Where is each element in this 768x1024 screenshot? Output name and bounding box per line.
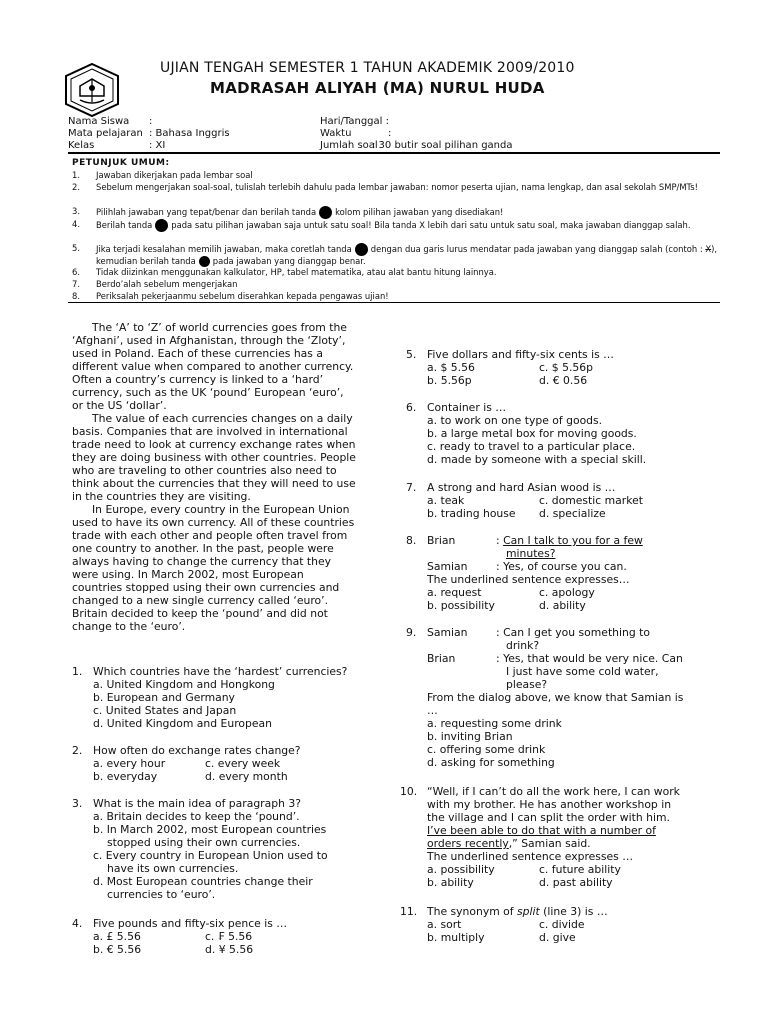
option[interactable]: d. Most European countries change their	[93, 875, 313, 888]
option[interactable]: a. request	[427, 586, 482, 599]
option[interactable]: b. European and Germany	[93, 691, 235, 704]
nama-siswa-value: :	[149, 116, 153, 127]
option[interactable]: d. ¥ 5.56	[205, 943, 254, 956]
question-2: 2. How often do exchange rates change? a. every hour c. every week b. everyday d. every month	[72, 744, 362, 786]
option[interactable]: b. € 5.56	[93, 943, 142, 956]
question-7: 7. A strong and hard Asian wood is … a. teak c. domestic market b. trading house d. specialize	[406, 481, 716, 523]
option[interactable]: c. ready to travel to a particular place.	[427, 440, 636, 453]
question-4: 4. Five pounds and fifty-six pence is … a. £ 5.56 c. ₣ 5.56 b. € 5.56 d. ¥ 5.56	[72, 917, 362, 959]
waktu-label: Waktu	[320, 128, 352, 139]
option[interactable]: c. offering some drink	[427, 743, 546, 756]
option[interactable]: c. apology	[539, 586, 595, 599]
instruction-item: 3. Pilihlah jawaban yang tepat/benar dan berilah tanda kolom pilihan jawaban yang disediakan!	[72, 206, 504, 217]
option[interactable]: a. requesting some drink	[427, 717, 562, 730]
instruction-item: 2. Sebelum mengerjakan soal-soal, tulislah terlebih dahulu pada lembar jawaban: nomor peserta ujian, nama lengkap, dan asal sekolah SMP/MTs!	[72, 182, 698, 192]
instruction-item: 5. Jika terjadi kesalahan memilih jawaban, maka coretlah tanda dengan dua garis lurus mendatar pada jawaban yang dianggap salah (contoh : X), kemudian berilah tanda pada jawaban yang dianggap benar.	[72, 243, 718, 266]
option[interactable]: d. € 0.56	[539, 374, 588, 387]
instruction-item: 6. Tidak diizinkan menggunakan kalkulator, HP, tabel matematika, atau alat bantu hitung lainnya.	[72, 267, 497, 277]
option[interactable]: c. divide	[539, 918, 585, 931]
mapel-label: Mata pelajaran	[68, 128, 143, 139]
option[interactable]: b. possibility	[427, 599, 495, 612]
strike-example: X	[705, 244, 712, 254]
question-11: 11. The synonym of split (line 3) is … a. sort c. divide b. multiply d. give	[400, 905, 720, 947]
mapel-value: : Bahasa Inggris	[149, 128, 230, 139]
option[interactable]: b. a large metal box for moving goods.	[427, 427, 637, 440]
option[interactable]: c. $ 5.56p	[539, 361, 593, 374]
option[interactable]: c. United States and Japan	[93, 704, 237, 717]
option[interactable]: c. domestic market	[539, 494, 643, 507]
school-name: MADRASAH ALIYAH (MA) NURUL HUDA	[210, 79, 545, 97]
option[interactable]: d. ability	[539, 599, 586, 612]
reading-passage	[72, 321, 356, 633]
option[interactable]: d. asking for something	[427, 756, 555, 769]
instruction-item: 4. Berilah tanda pada satu pilihan jawaban saja untuk satu soal! Bila tanda X lebih dari satu untuk satu soal, maka jawaban dianggap salah.	[72, 219, 691, 230]
question-3: 3. What is the main idea of paragraph 3? a. Britain decides to keep the ‘pound’. b. In March 2002, most European countries stopped using their own currencies. c. Every country in European Union used to have its own currencies. d. Most European countries change their currencies to ‘euro’.	[72, 797, 328, 901]
instruction-item: 8. Periksalah pekerjaanmu sebelum diserahkan kepada pengawas ujian!	[72, 291, 389, 301]
option[interactable]: c. ₣ 5.56	[205, 930, 253, 943]
divider	[68, 302, 720, 303]
nama-siswa-label: Nama Siswa	[68, 116, 130, 127]
option[interactable]: b. 5.56p	[427, 374, 472, 387]
option[interactable]: d. every month	[205, 770, 288, 783]
hari-label: Hari/Tanggal :	[320, 116, 389, 127]
instruction-item: 7. Berdo’alah sebelum mengerjakan	[72, 279, 238, 289]
option[interactable]: a. United Kingdom and Hongkong	[93, 678, 275, 691]
filled-circle-icon	[155, 219, 168, 232]
option[interactable]: b. trading house	[427, 507, 516, 520]
exam-title: UJIAN TENGAH SEMESTER 1 TAHUN AKADEMIK 2009/2010	[160, 60, 575, 76]
kelas-value: : XI	[149, 140, 166, 151]
option[interactable]: d. past ability	[539, 876, 613, 889]
paragraph-2: The value of each currencies changes on a daily basis. Companies that are involved in international trade need to look at currency exchange rates when they are doing business with other countries. People who are traveling to other countries also need to think about the currencies that they will need to use in the countries they are visiting.	[72, 412, 356, 503]
paragraph-1: The ‘A’ to ‘Z’ of world currencies goes from the ‘Afghani’, used in Afghanistan, through the ‘Zloty’, used in Poland. Each of these currencies has a different value when compared to another currency. Often a country’s currency is linked to a ‘hard’ currency, such as the UK ‘pound’ European ‘euro’, or the US ‘dollar’.	[72, 321, 354, 412]
option[interactable]: a. sort	[427, 918, 462, 931]
option[interactable]: d. specialize	[539, 507, 606, 520]
option[interactable]: a. teak	[427, 494, 465, 507]
filled-circle-icon	[319, 206, 332, 219]
question-10: 10. “Well, if I can’t do all the work here, I can work with my brother. He has another workshop in the village and I can split the order with him. I’ve been able to do that with a number of orders recently,” Samian said. The underlined sentence expresses … a. possibility c. future ability b. ability d. past ability	[400, 785, 720, 893]
jumlah-value: : 30 butir soal pilihan ganda	[372, 140, 513, 151]
option[interactable]: a. $ 5.56	[427, 361, 475, 374]
option[interactable]: b. everyday	[93, 770, 158, 783]
option[interactable]: b. inviting Brian	[427, 730, 513, 743]
option[interactable]: a. every hour	[93, 757, 166, 770]
question-8: 8. Brian : Can I talk to you for a few minutes? Samian : Yes, of course you can. The underlined sentence expresses… a. request c. apology b. possibility d. ability	[406, 534, 716, 614]
option[interactable]: a. Britain decides to keep the ‘pound’.	[93, 810, 300, 823]
option[interactable]: d. made by someone with a special skill.	[427, 453, 647, 466]
option[interactable]: b. multiply	[427, 931, 485, 944]
option[interactable]: b. ability	[427, 876, 474, 889]
option[interactable]: c. future ability	[539, 863, 621, 876]
option[interactable]: c. Every country in European Union used to	[93, 849, 328, 862]
filled-circle-icon	[355, 243, 368, 256]
divider	[68, 152, 720, 154]
option[interactable]: a. £ 5.56	[93, 930, 141, 943]
option[interactable]: a. possibility	[427, 863, 495, 876]
waktu-value: :	[388, 128, 392, 139]
option[interactable]: d. give	[539, 931, 576, 944]
option[interactable]: c. every week	[205, 757, 281, 770]
question-9: 9. Samian : Can I get you something to drink? Brian : Yes, that would be very nice. Can I just have some cold water, please? From the dialog above, we know that Samian is … a. requesting some drink b. inviting Brian c. offering some drink d. asking for something	[406, 626, 684, 769]
option[interactable]: a. to work on one type of goods.	[427, 414, 603, 427]
question-6: 6. Container is … a. to work on one type of goods. b. a large metal box for moving goods. c. ready to travel to a particular place. d. made by someone with a special skill.	[406, 401, 647, 466]
school-logo	[62, 62, 122, 118]
filled-circle-icon	[199, 256, 210, 267]
option[interactable]: b. In March 2002, most European countries	[93, 823, 327, 836]
question-5: 5. Five dollars and fifty-six cents is … a. $ 5.56 c. $ 5.56p b. 5.56p d. € 0.56	[406, 348, 716, 390]
instructions-title: PETUNJUK UMUM:	[72, 158, 170, 168]
question-1: 1. Which countries have the ‘hardest’ currencies? a. United Kingdom and Hongkong b. European and Germany c. United States and Japan d. United Kingdom and European	[72, 665, 348, 730]
option[interactable]: d. United Kingdom and European	[93, 717, 272, 730]
instruction-item: 1. Jawaban dikerjakan pada lembar soal	[72, 170, 253, 180]
paragraph-3: In Europe, every country in the European Union used to have its own currency. All of these countries trade with each other and people often travel from one country to another. In the past, people were always having to change the currency that they were using. In March 2002, most European countries stopped using their own currencies and changed to a new single currency called ‘euro’. Britain decided to keep the ‘pound’ and did not change to the ‘euro’.	[72, 503, 355, 633]
kelas-label: Kelas	[68, 140, 95, 151]
jumlah-label: Jumlah soal	[320, 140, 378, 151]
